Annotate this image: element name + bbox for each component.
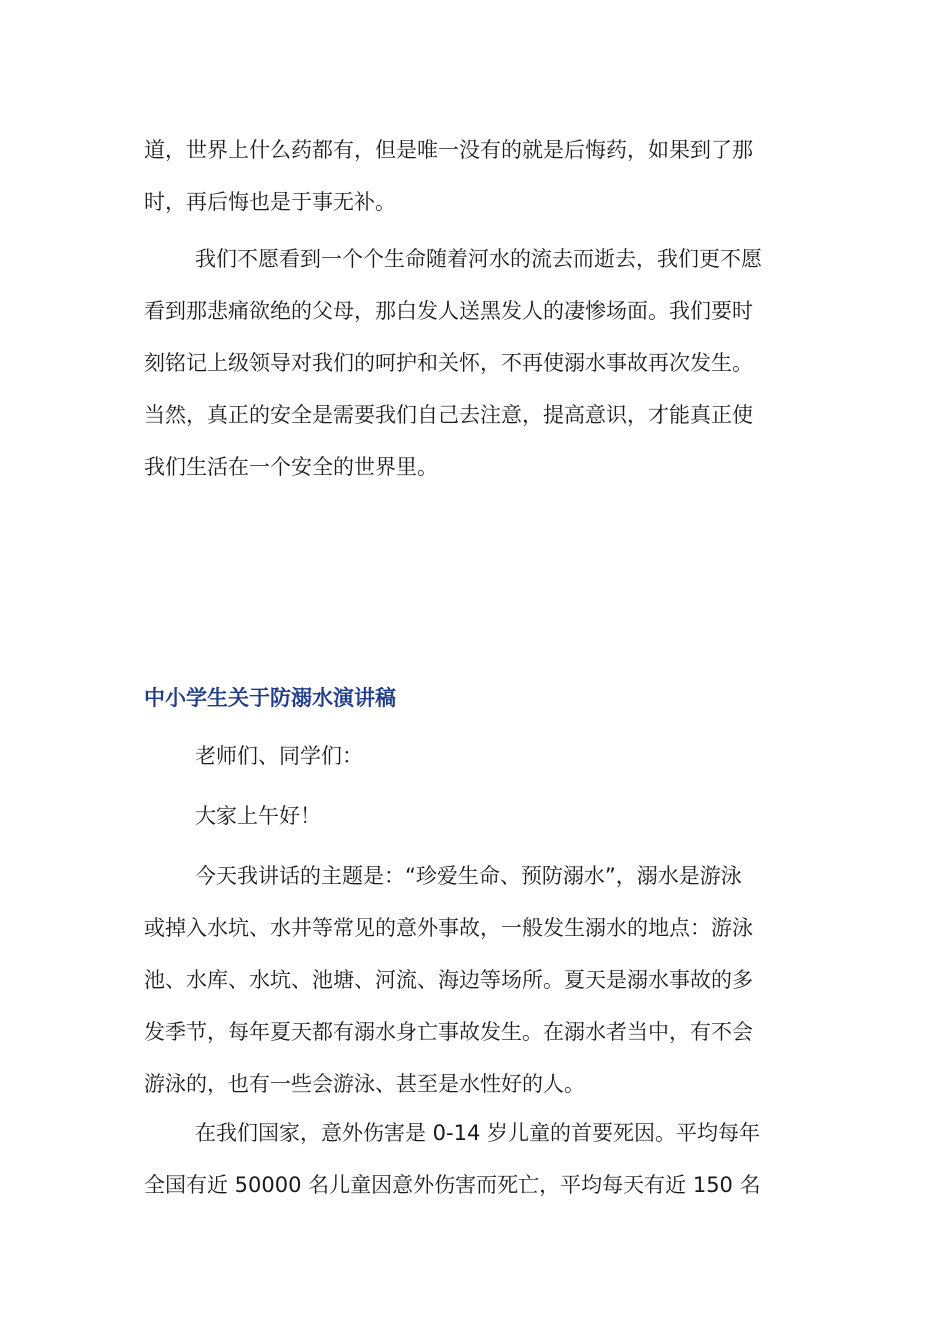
paragraph-line: 道，世界上什么药都有，但是唯一没有的就是后悔药，如果到了那 (144, 138, 753, 162)
salutation-text: 老师们、同学们： (195, 744, 363, 768)
paragraph (144, 850, 809, 1110)
greeting (144, 790, 809, 842)
paragraph (144, 233, 809, 493)
paragraph-line: 或掉入水坑、水井等常见的意外事故，一般发生溺水的地点：游泳 (144, 916, 753, 940)
continuation-paragraph (144, 124, 809, 228)
paragraph-line: 全国有近 50000 名儿童因意外伤害而死亡，平均每天有近 150 名 (144, 1173, 761, 1197)
paragraph-line: 刻铭记上级领导对我们的呵护和关怀，不再使溺水事故再次发生。 (144, 351, 753, 375)
paragraph-line: 当然，真正的安全是需要我们自己去注意，提高意识，才能真正使 (144, 403, 753, 427)
paragraph-line: 看到那悲痛欲绝的父母，那白发人送黑发人的凄惨场面。我们要时 (144, 299, 753, 323)
greeting-text: 大家上午好！ (195, 804, 321, 828)
paragraph-line: 我们生活在一个安全的世界里。 (144, 455, 438, 479)
salutation (144, 730, 809, 782)
paragraph-line: 游泳的，也有一些会游泳、甚至是水性好的人。 (144, 1072, 585, 1096)
paragraph-line: 我们不愿看到一个个生命随着河水的流去而逝去，我们更不愿 (195, 247, 762, 271)
paragraph-line: 发季节，每年夏天都有溺水身亡事故发生。在溺水者当中，有不会 (144, 1020, 753, 1044)
paragraph-line: 在我们国家，意外伤害是 0-14 岁儿童的首要死因。平均每年 (195, 1121, 761, 1145)
paragraph-line: 时，再后悔也是于事无补。 (144, 190, 396, 214)
paragraph-line: 今天我讲话的主题是：“珍爱生命、预防溺水”，溺水是游泳 (195, 864, 742, 888)
paragraph (144, 1107, 809, 1211)
paragraph-line: 池、水库、水坑、池塘、河流、海边等场所。夏天是溺水事故的多 (144, 968, 753, 992)
section-heading: 中小学生关于防溺水演讲稿 (144, 686, 396, 710)
